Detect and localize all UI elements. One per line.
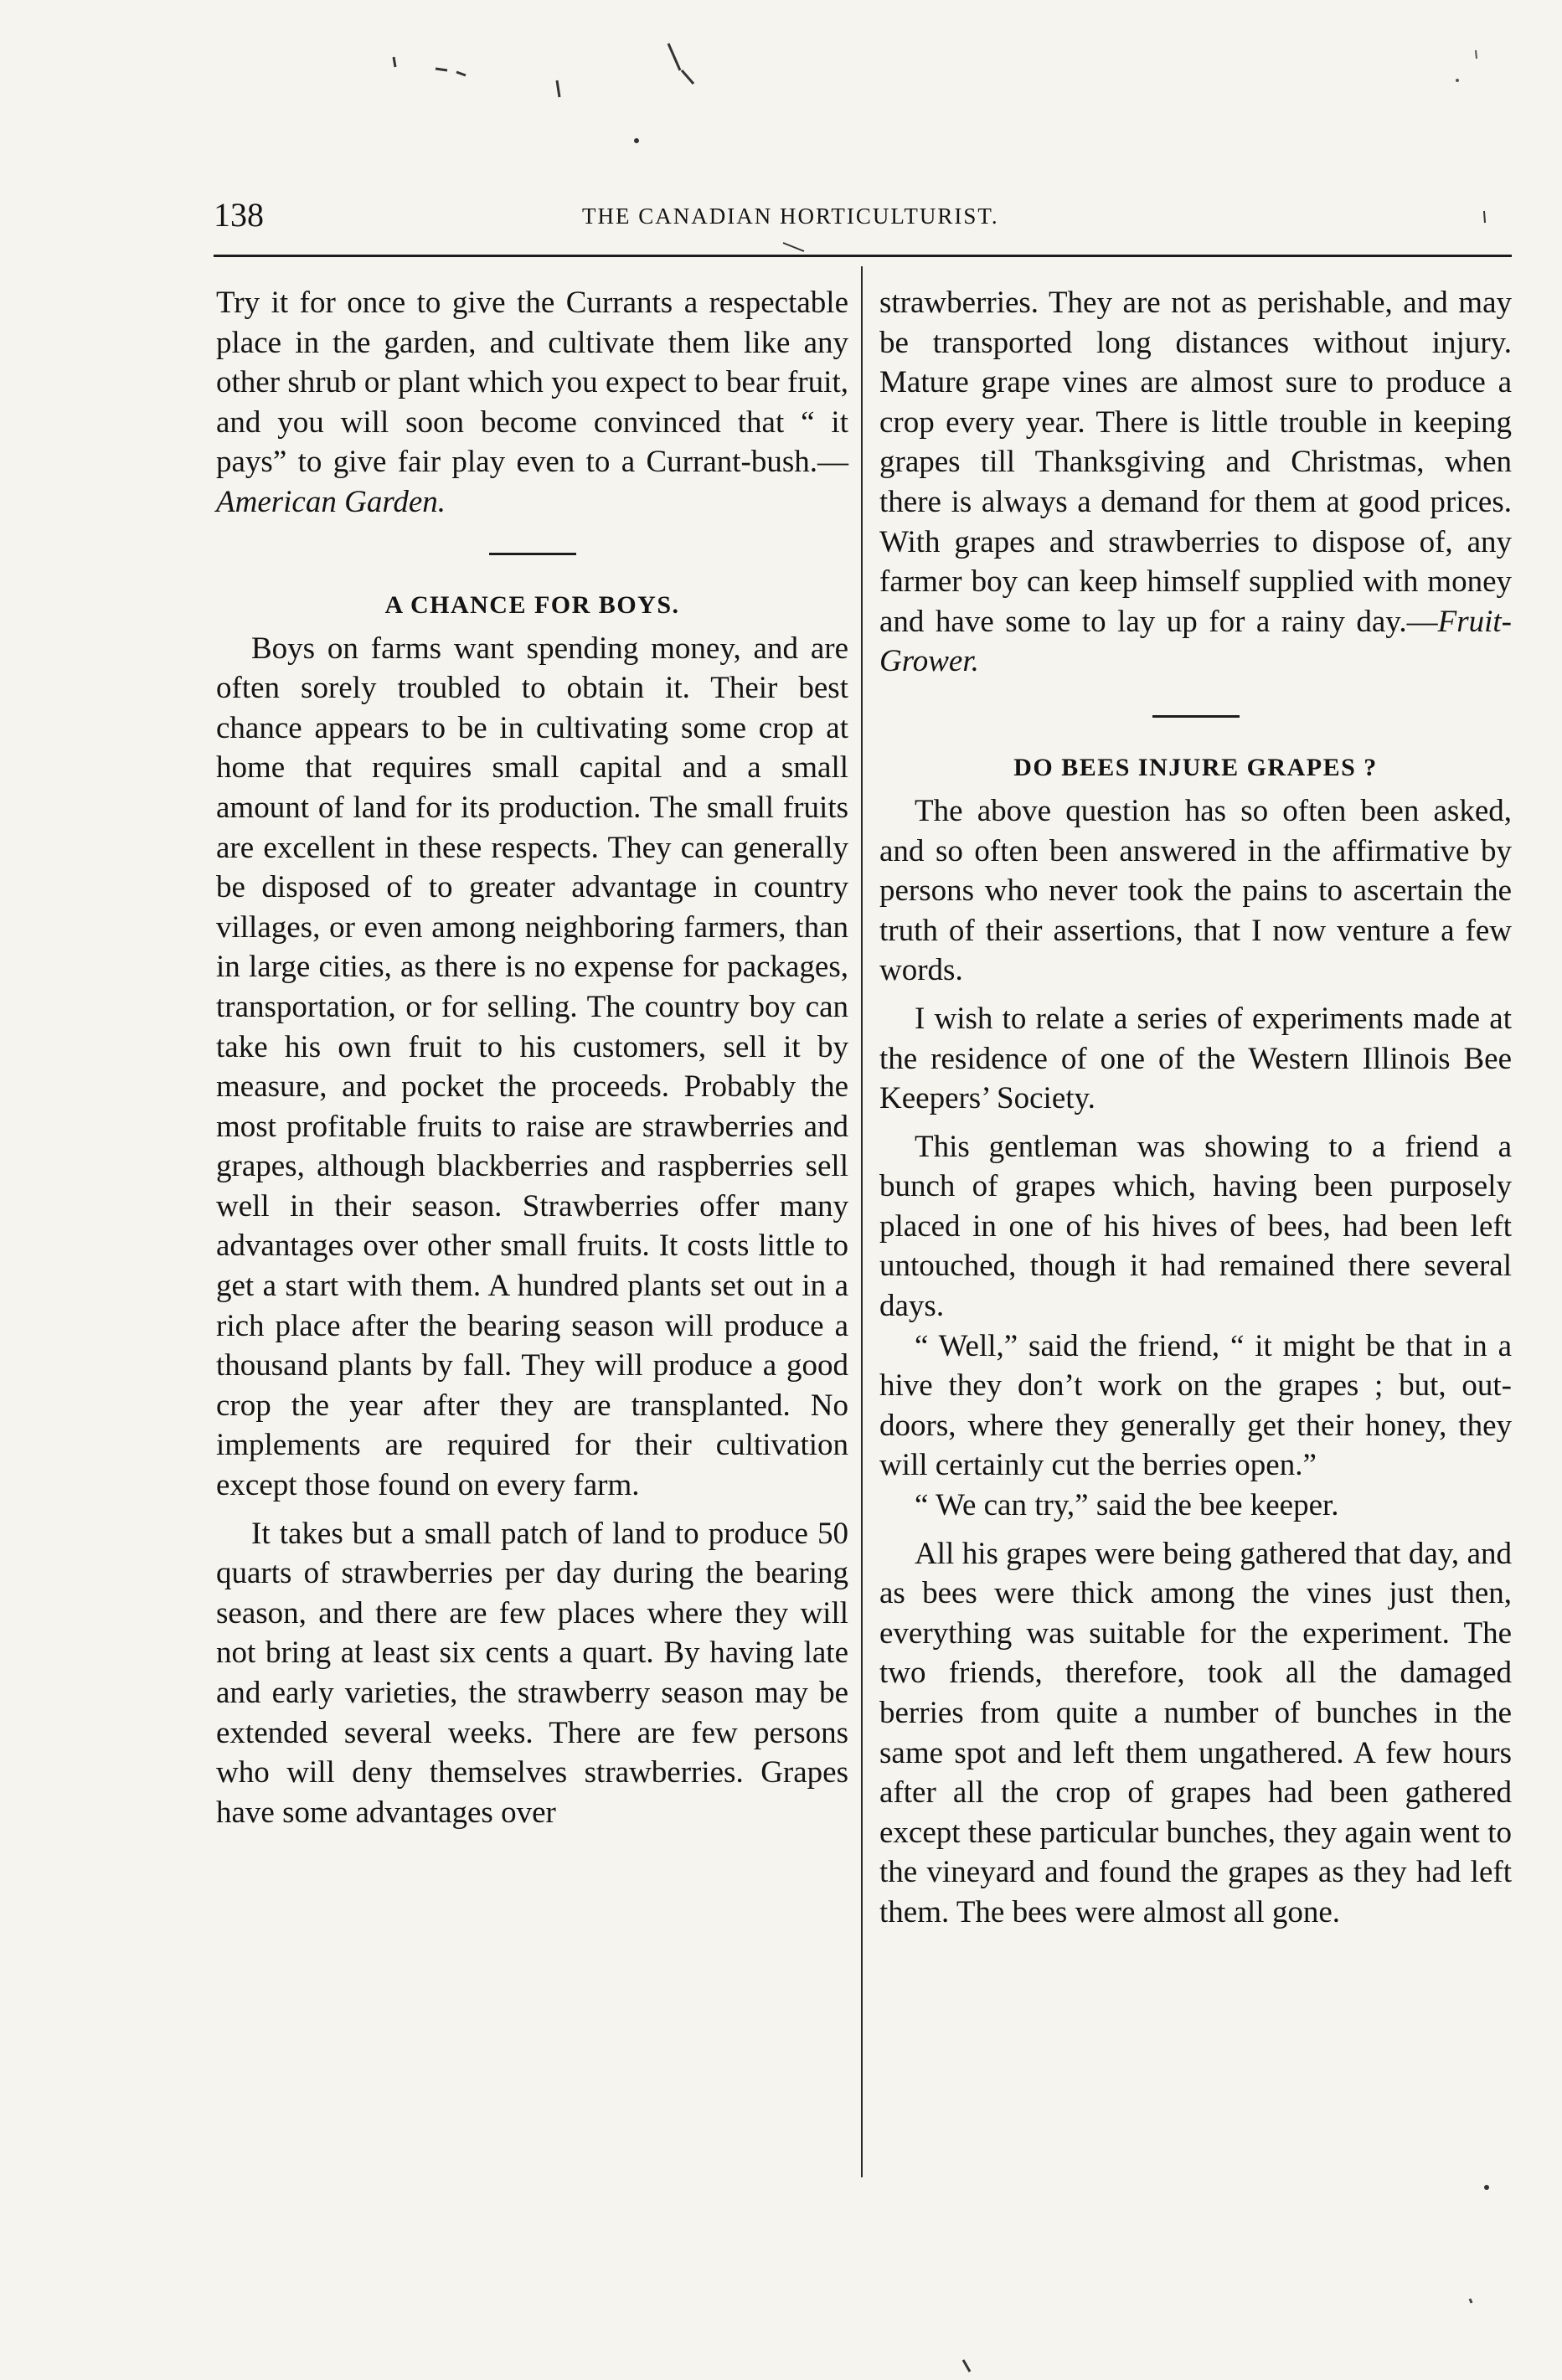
- scan-mark: [668, 44, 680, 70]
- article-paragraph: “ Well,” said the friend, “ it might be that in a hive they don’t work on the grapes ; but, out-doors, where they generally get their honey, they will certainly cut the berries open.”: [879, 1328, 1512, 1483]
- scan-mark: [557, 80, 559, 97]
- article-heading: DO BEES INJURE GRAPES ?: [1013, 753, 1378, 781]
- currant-paragraph: [216, 283, 848, 523]
- left-column: [216, 283, 848, 1832]
- running-title: THE CANADIAN HORTICULTURIST.: [582, 203, 999, 229]
- article-paragraph: All his grapes were being gathered that day, and as bees were thick among the vines just then, everything was suitable for the experiment. The two friends, therefore, took all the damaged berries from quite a number of bunches in the same spot and left them ungathered. A few hours after all the crop of grapes had been gathered except these particular bunches, they again went to the vineyard and found the grapes as they had left them. The bees were almost all gone.: [879, 1536, 1512, 1929]
- currant-paragraph-text: Try it for once to give the Currants a respectable place in the garden, and cultivate them like any other shrub or plant which you expect to bear fruit, and you will soon become convinced that “ it pays” to give fair play even to a Currant-bush.—: [216, 286, 848, 480]
- scan-mark: [1484, 2185, 1489, 2190]
- scan-mark: [394, 57, 395, 67]
- article-heading: A CHANCE FOR BOYS.: [384, 590, 680, 619]
- scan-mark: [963, 2360, 970, 2372]
- source-citation: American Garden.: [216, 484, 446, 519]
- article-paragraph: The above question has so often been asked, and so often been answered in the affirmative by persons who never took the pains to ascertain the truth of their assertions, that I now venture a few words.: [879, 793, 1512, 988]
- article-paragraph: “ We can try,” said the bee keeper.: [915, 1488, 1339, 1523]
- continuation-paragraph: [879, 283, 1512, 682]
- scan-mark: [682, 70, 693, 84]
- scan-mark: [456, 72, 466, 75]
- page-number: 138: [214, 196, 264, 234]
- page-header: [214, 194, 1520, 245]
- scan-mark: [1456, 79, 1459, 82]
- header-rule: [214, 255, 1512, 257]
- section-separator: [1152, 715, 1240, 718]
- source-citation: Fruit-Grower.: [879, 604, 1512, 679]
- scan-mark: [436, 69, 447, 70]
- continuation-text: strawberries. They are not as perishable, and may be transported long distances without injury. Mature grape vines are almost sure to produce a crop every year. There is little trouble in keeping grapes till Thanksgiving and Christmas, when there is always a demand for them at good prices. With grapes and strawberries to dispose of, any farmer boy can keep himself supplied with money and have some to lay up for a rainy day.—: [879, 286, 1512, 639]
- article-paragraph: This gentleman was showing to a friend a bunch of grapes which, having been purposely placed in one of his hives of bees, had been left untouched, though it had remained there several days.: [879, 1129, 1512, 1324]
- section-separator: [489, 553, 576, 555]
- scan-mark: [1470, 2299, 1472, 2303]
- column-divider: [861, 266, 863, 2177]
- scan-mark: [1476, 50, 1477, 59]
- article-paragraph: I wish to relate a series of experiments made at the residence of one of the Western Illinois Bee Keepers’ Society.: [879, 1001, 1512, 1116]
- right-column: [879, 283, 1512, 1933]
- scan-mark: [634, 138, 639, 143]
- article-paragraph: Boys on farms want spending money, and are often sorely troubled to obtain it. Their best chance appears to be in cultivating some crop at home that requires small capital and a small amount of land for its production. The small fruits are excellent in these respects. They can generally be disposed of to greater advantage in country villages, or even among neighboring farmers, than in large cities, as there is no expense for packages, transportation, or for selling. The country boy can take his own fruit to his customers, sell it by measure, and pocket the proceeds. Probably the most profitable fruits to raise are strawberries and grapes, although blackberries and raspberries sell well in their season. Strawberries offer many advantages over other small fruits. It costs little to get a start with them. A hundred plants set out in a rich place after the bearing season will produce a thousand plants by fall. They will produce a good crop the year after they are transplanted. No implements are required for their cultivation except those found on every farm.: [216, 631, 848, 1503]
- article-paragraph: It takes but a small patch of land to produce 50 quarts of strawberries per day during the bearing season, and there are few places where they will not bring at least six cents a quart. By having late and early varieties, the strawberry season may be extended several weeks. There are few persons who will deny themselves strawberries. Grapes have some advantages over: [216, 1516, 848, 1830]
